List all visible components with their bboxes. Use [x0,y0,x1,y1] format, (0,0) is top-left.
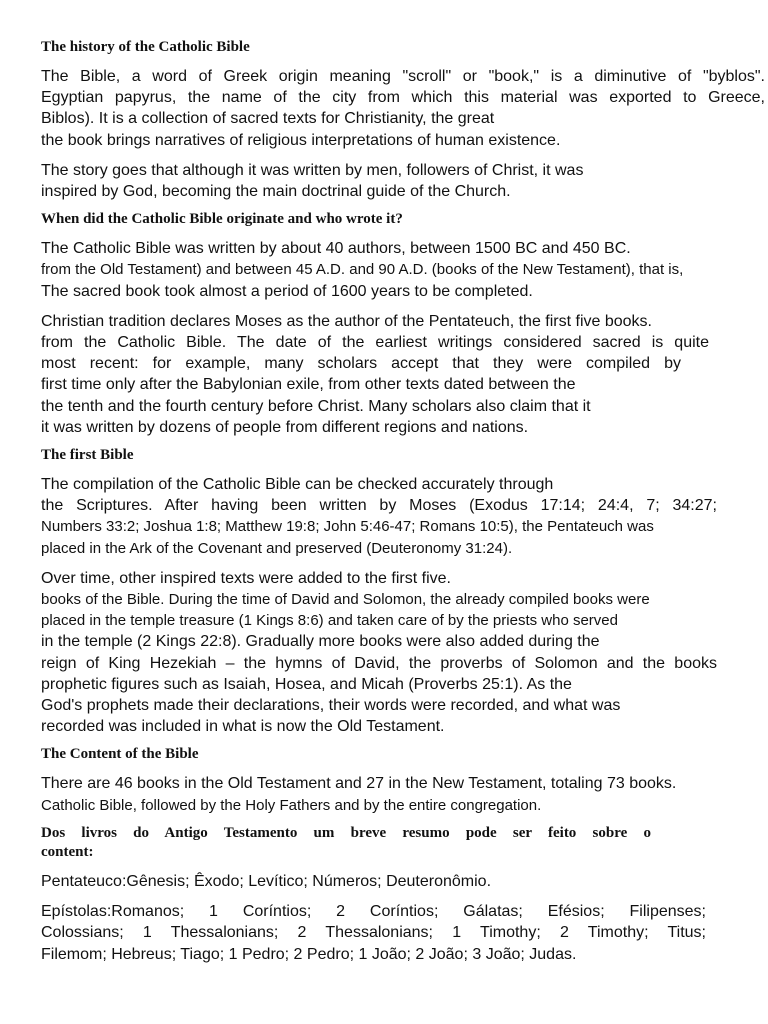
origin-paragraph-2 [41,311,765,438]
text-line: There are 46 books in the Old Testament and 27 in the New Testament, totaling 73 books. [41,775,677,793]
text-line: the Scriptures. After having been written by Moses (Exodus 17:14; 24:4, 7; 34:27; [41,497,717,515]
story-paragraph [41,160,765,202]
text-line: The Bible, a word of Greek origin meaning "scroll" or "book," is a diminutive of "byblos". [41,68,765,85]
text-line: recorded was included in what is now the Old Testament. [41,718,445,736]
pentateuco-paragraph [41,871,765,892]
text-line: Christian tradition declares Moses as the author of the Pentateuch, the first five books. [41,312,652,330]
section-subheading-old-testament [41,824,765,862]
text-line: The compilation of the Catholic Bible can be checked accurately through [41,476,554,494]
text-line: Numbers 33:2; Joshua 1:8; Matthew 19:8; John 5:46-47; Romans 10:5), the Pentateuch was [41,518,654,536]
section-heading-origin: When did the Catholic Bible originate and who wrote it? [41,211,403,228]
section-heading-first-bible: The first Bible [41,447,134,464]
text-line: Catholic Bible, followed by the Holy Fathers and by the entire congregation. [41,796,542,814]
text-line: content: [41,843,94,860]
origin-paragraph-1 [41,238,765,302]
text-line: first time only after the Babylonian exile, from other texts dated between the [41,376,576,394]
text-line: most recent: for example, many scholars accept that they were compiled by [41,355,681,373]
text-line: Filemom; Hebreus; Tiago; 1 Pedro; 2 Pedro; 1 João; 2 João; 3 João; Judas. [41,945,577,963]
text-line: Colossians; 1 Thessalonians; 2 Thessalonians; 1 Timothy; 2 Timothy; Titus; [41,924,706,942]
text-line: the tenth and the fourth century before Christ. Many scholars also claim that it [41,397,591,415]
document-page [41,38,765,965]
text-line: Epístolas:Romanos; 1 Coríntios; 2 Coríntios; Gálatas; Efésios; Filipenses; [41,903,706,921]
text-line: Pentateuco:Gênesis; Êxodo; Levítico; Números; Deuteronômio. [41,872,492,890]
text-line: Egyptian papyrus, the name of the city from which this material was exported to Greece, [41,89,765,107]
text-line: placed in the temple treasure (1 Kings 8:6) and taken care of by the priests who served [41,612,618,630]
text-line: from the Old Testament) and between 45 A.D. and 90 A.D. (books of the New Testament), that is, [41,261,684,279]
text-line: it was written by dozens of people from different regions and nations. [41,418,529,436]
content-paragraph-1 [41,773,765,815]
epistolas-paragraph [41,901,765,965]
text-line: books of the Bible. During the time of David and Solomon, the already compiled books were [41,591,650,609]
text-line: Biblos). It is a collection of sacred texts for Christianity, the great [41,110,495,128]
text-line: the book brings narratives of religious interpretations of human existence. [41,131,561,149]
text-line: The Catholic Bible was written by about 40 authors, between 1500 BC and 450 BC. [41,240,631,258]
text-line: God's prophets made their declarations, their words were recorded, and what was [41,697,621,715]
section-heading-content: The Content of the Bible [41,746,199,763]
text-line: reign of King Hezekiah – the hymns of David, the proverbs of Solomon and the books [41,654,717,672]
text-line: The story goes that although it was written by men, followers of Christ, it was [41,161,584,179]
text-line: inspired by God, becoming the main doctrinal guide of the Church. [41,183,511,201]
text-line: from the Catholic Bible. The date of the earliest writings considered sacred is quite [41,334,709,352]
document-title: The history of the Catholic Bible [41,39,250,55]
first-bible-paragraph-1 [41,474,765,559]
text-line: Over time, other inspired texts were added to the first five. [41,569,451,587]
text-line: placed in the Ark of the Covenant and preserved (Deuteronomy 31:24). [41,539,513,557]
first-bible-paragraph-2 [41,568,765,738]
text-line: in the temple (2 Kings 22:8). Gradually more books were also added during the [41,633,600,651]
intro-paragraph [41,66,765,151]
text-line: The sacred book took almost a period of 1600 years to be completed. [41,282,533,300]
text-line: prophetic figures such as Isaiah, Hosea, and Micah (Proverbs 25:1). As the [41,675,572,693]
text-line: Dos livros do Antigo Testamento um breve resumo pode ser feito sobre o [41,824,651,841]
